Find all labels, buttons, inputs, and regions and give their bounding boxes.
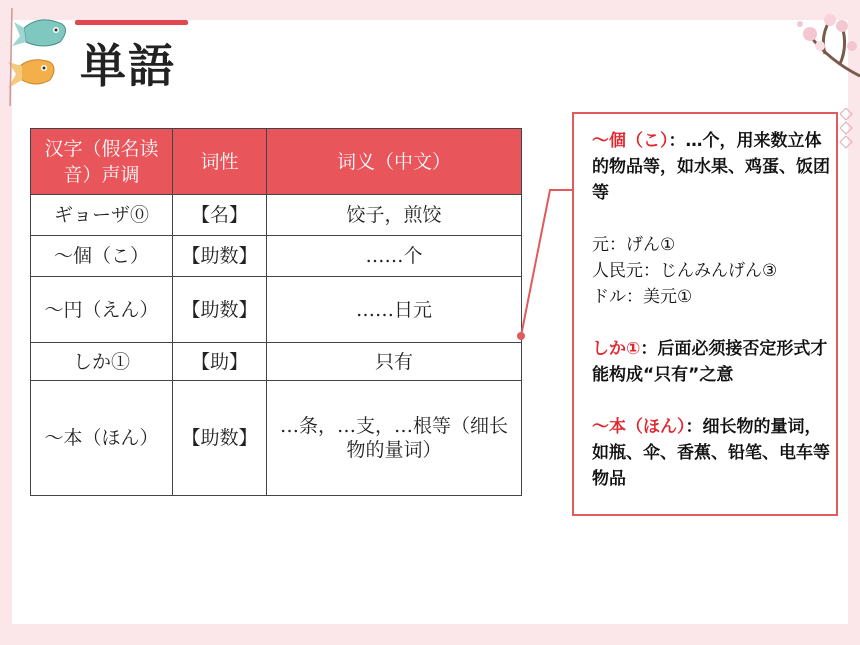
note-desc-shika: ：后面必须接否定形式才能构成“只有”之意 bbox=[592, 339, 828, 385]
cell-word: ～本（ほん） bbox=[31, 381, 173, 496]
cell-pos: 【助数】 bbox=[173, 236, 267, 277]
vocabulary-table bbox=[30, 128, 522, 496]
header-meaning: 词义（中文） bbox=[267, 129, 522, 195]
cell-meaning: ……日元 bbox=[267, 277, 522, 343]
table-header-row bbox=[31, 129, 522, 195]
note-desc-ko: ：…个，用来数立体的物品等，如水果、鸡蛋、饭团等 bbox=[592, 131, 830, 203]
cell-meaning: ……个 bbox=[267, 236, 522, 277]
table-row bbox=[31, 236, 522, 277]
note-entry-shika bbox=[592, 336, 836, 388]
table-row bbox=[31, 277, 522, 343]
note-term-shika: しか① bbox=[592, 339, 641, 359]
title-underline bbox=[75, 20, 188, 25]
cell-meaning: 饺子，煎饺 bbox=[267, 195, 522, 236]
note-line-renminbi: 人民元：じんみんげん③ bbox=[592, 261, 778, 281]
cell-word: しか① bbox=[31, 343, 173, 381]
cell-pos: 【名】 bbox=[173, 195, 267, 236]
page-title: 単語 bbox=[80, 39, 176, 93]
carp-streamer-icon bbox=[0, 8, 82, 108]
table-row bbox=[31, 195, 522, 236]
cell-meaning: 只有 bbox=[267, 343, 522, 381]
cell-pos: 【助数】 bbox=[173, 381, 267, 496]
cell-word: ～円（えん） bbox=[31, 277, 173, 343]
note-line-dollar: ドル：美元① bbox=[592, 287, 693, 307]
cell-pos: 【助数】 bbox=[173, 277, 267, 343]
note-entry-hon bbox=[592, 414, 836, 492]
cherry-blossom-branch-icon bbox=[770, 6, 860, 96]
cell-word: ギョーザ⓪ bbox=[31, 195, 173, 236]
header-word: 汉字（假名读音）声调 bbox=[31, 129, 173, 195]
cell-meaning: …条，…支，…根等（细长物的量词） bbox=[267, 381, 522, 496]
table-row bbox=[31, 381, 522, 496]
note-entry-ko bbox=[592, 128, 836, 206]
note-desc-hon: ：细长物的量词，如瓶、伞、香蕉、铅笔、电车等物品 bbox=[592, 417, 830, 489]
note-term-hon: ～本（ほん） bbox=[592, 417, 686, 437]
cell-pos: 【助】 bbox=[173, 343, 267, 381]
diamond-pattern-icon bbox=[836, 108, 860, 152]
note-line-yen: 元：げん① bbox=[592, 235, 676, 255]
table-row bbox=[31, 343, 522, 381]
cell-word: ～個（こ） bbox=[31, 236, 173, 277]
notes-callout bbox=[572, 112, 838, 516]
note-term-ko: ～個（こ） bbox=[592, 131, 669, 151]
header-pos: 词性 bbox=[173, 129, 267, 195]
